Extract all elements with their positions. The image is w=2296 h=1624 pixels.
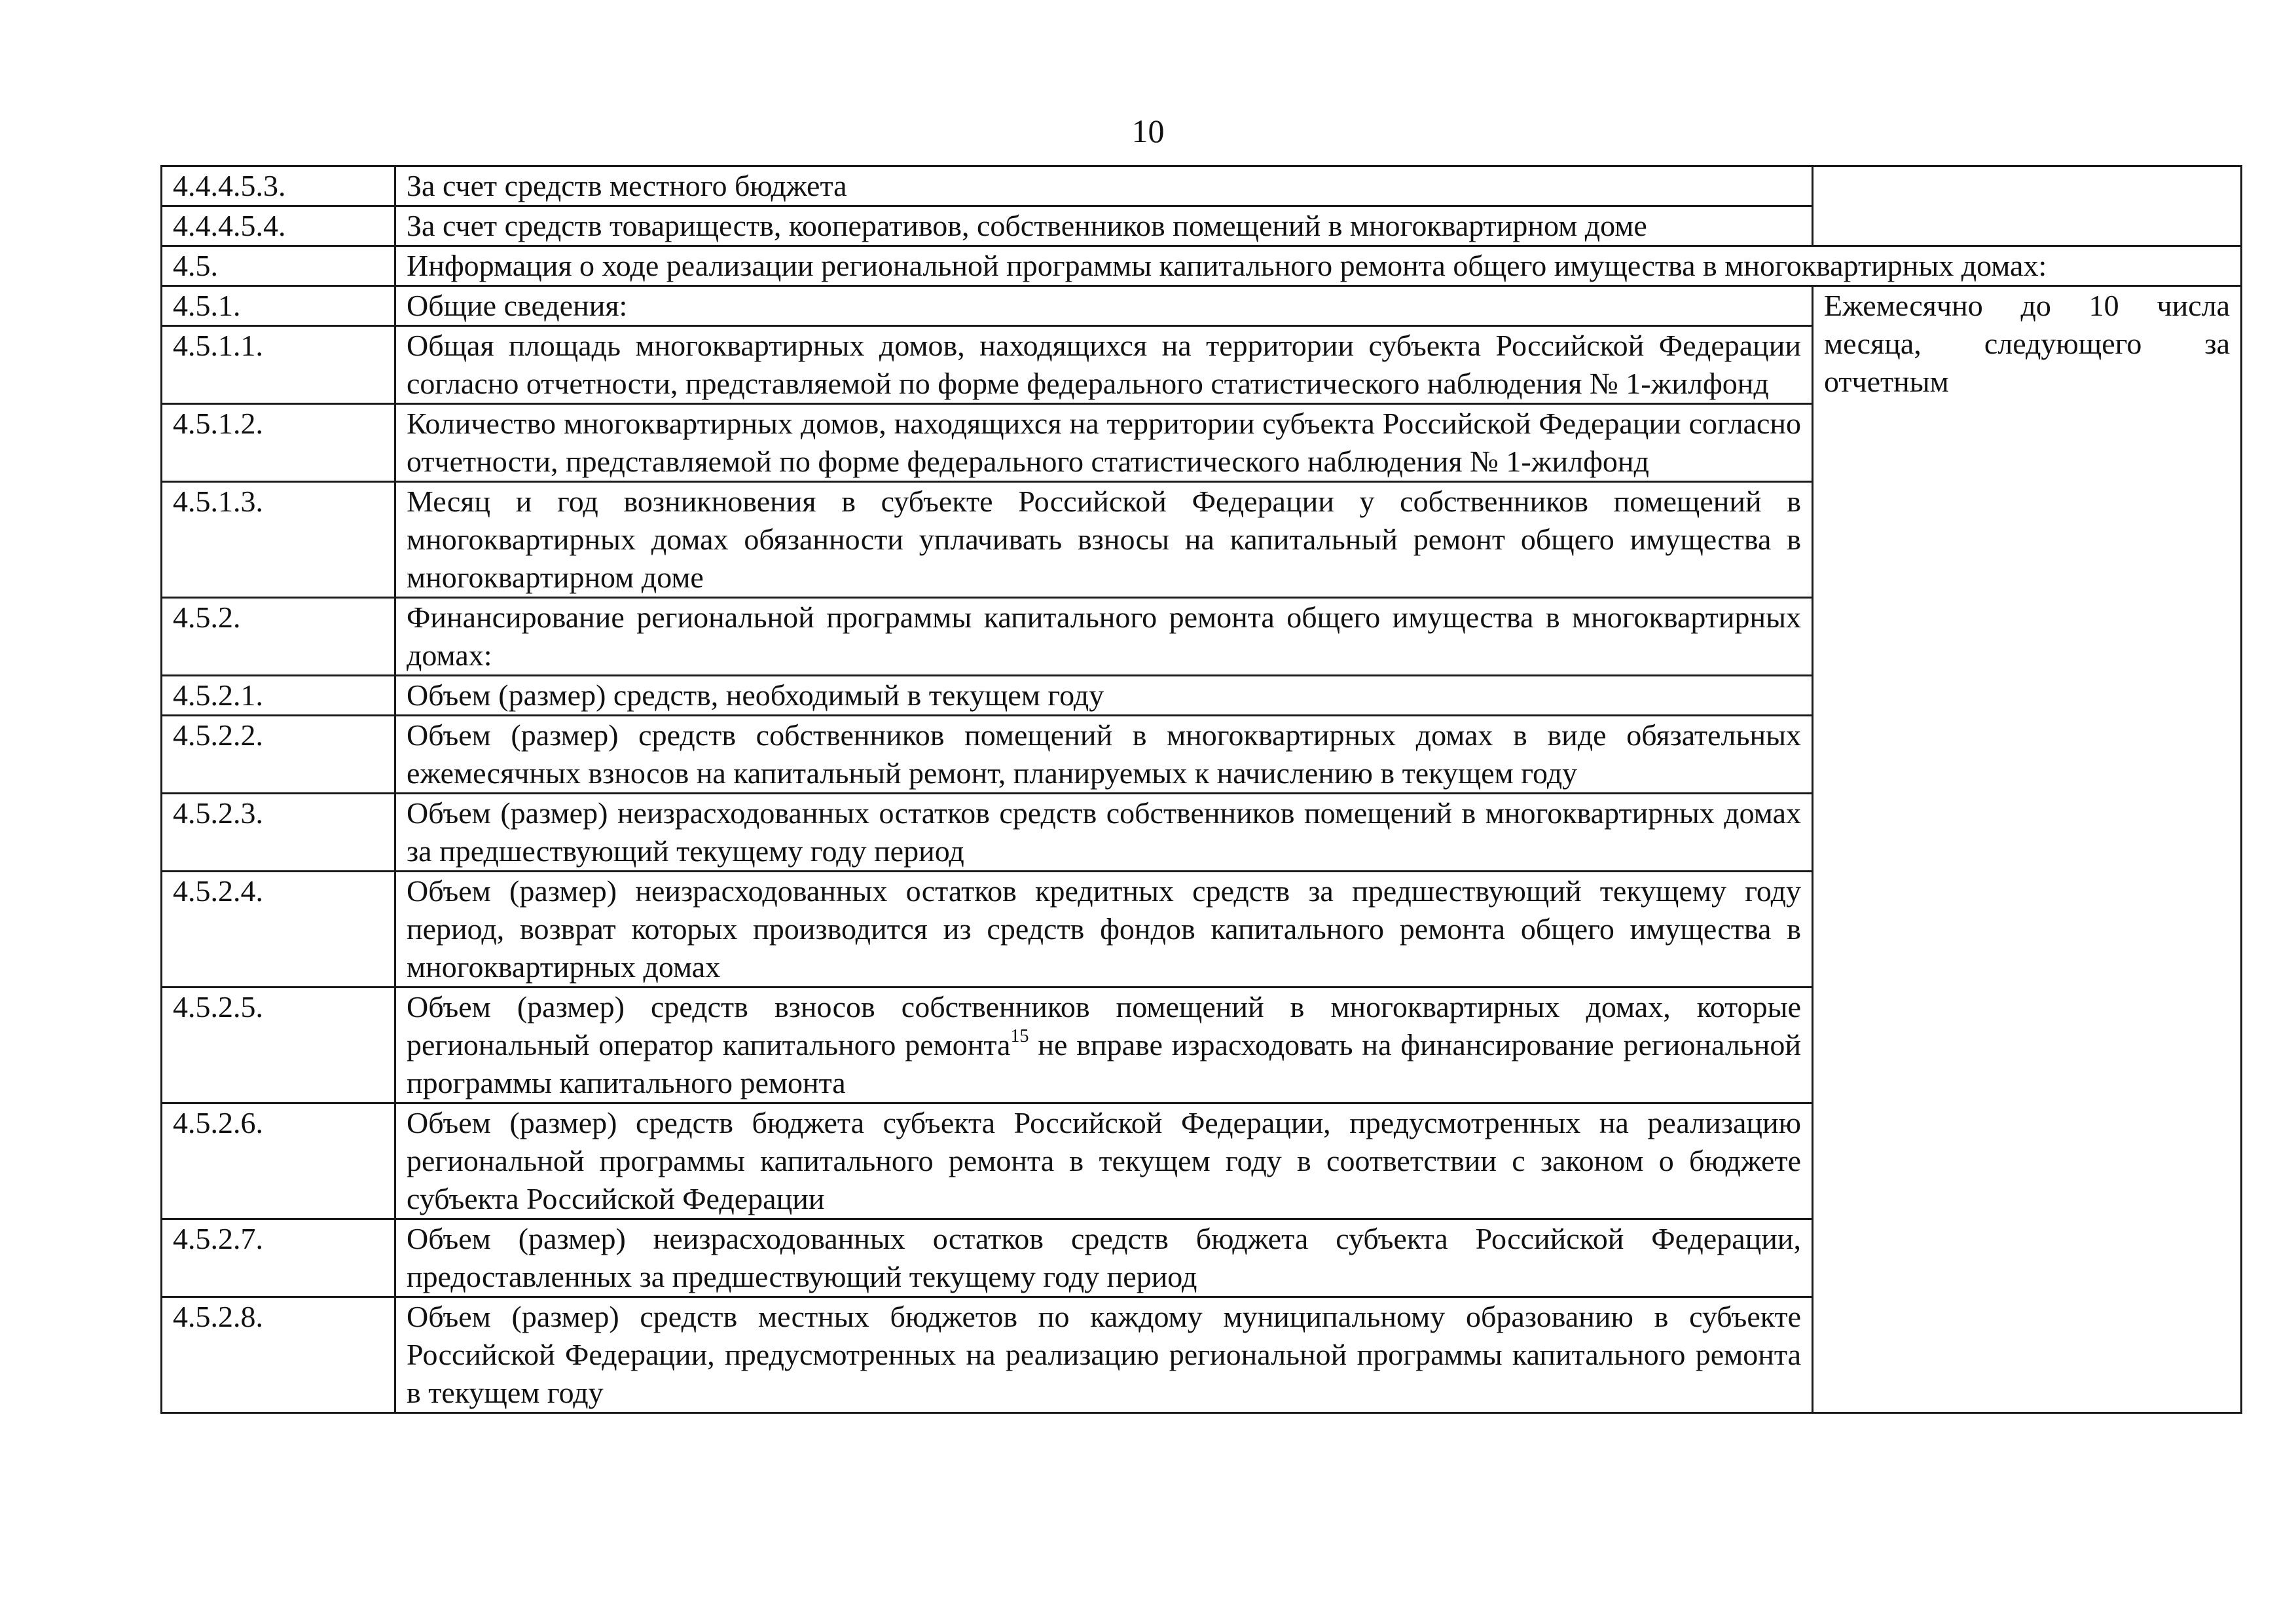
frequency-note: Ежемесячно до 10 числа месяца, следующего за отчетным <box>1813 286 2242 1413</box>
page-number: 10 <box>1131 113 1165 149</box>
row-text-part: не вправе израсходовать на финансирование региональной программы капитального ремонта <box>407 1028 1801 1099</box>
row-text-part: Объем (размер) средств взносов собственников помещений в многоквартирных домах, которые региональный оператор капитального ремонта <box>407 990 1801 1061</box>
row-text: Месяц и год возникновения в субъекте Российской Федерации у собственников помещений в многоквартирных домах обязанности уплачивать взносы на капитальный ремонт общего имущества в многоквартирном доме <box>395 482 1813 598</box>
row-number: 4.5.2.4. <box>162 872 395 987</box>
frequency-cell-empty <box>1813 166 2242 246</box>
row-text <box>395 987 1813 1103</box>
row-number: 4.5.1.2. <box>162 404 395 482</box>
table-row-section-header <box>162 246 2242 286</box>
row-text: Объем (размер) неизрасходованных остатков кредитных средств за предшествующий текущему году период, возврат которых производится из средств фондов капитального ремонта общего имущества в многоквартирных домах <box>395 872 1813 987</box>
table-row <box>162 166 2242 206</box>
row-text: Финансирование региональной программы капитального ремонта общего имущества в многоквартирных домах: <box>395 598 1813 676</box>
row-number: 4.5.2.7. <box>162 1219 395 1297</box>
row-number: 4.5.2.5. <box>162 987 395 1103</box>
row-text: За счет средств местного бюджета <box>395 166 1813 206</box>
footnote-marker: 15 <box>1010 1026 1029 1046</box>
row-number: 4.5.2.1. <box>162 676 395 716</box>
row-text: За счет средств товариществ, кооперативов, собственников помещений в многоквартирном доме <box>395 206 1813 246</box>
row-text: Объем (размер) средств бюджета субъекта Российской Федерации, предусмотренных на реализацию региональной программы капитального ремонта в текущем году в соответствии с законом о бюджете субъекта Российской Федерации <box>395 1103 1813 1219</box>
row-number: 4.4.4.5.3. <box>162 166 395 206</box>
reporting-table <box>160 165 2242 1414</box>
row-text: Объем (размер) средств местных бюджетов по каждому муниципальному образованию в субъекте Российской Федерации, предусмотренных на реализацию региональной программы капитального ремонта в текущем году <box>395 1297 1813 1413</box>
row-number: 4.5.2. <box>162 598 395 676</box>
row-number: 4.5.1. <box>162 286 395 326</box>
row-number: 4.5.2.8. <box>162 1297 395 1413</box>
section-header-text: Информация о ходе реализации региональной программы капитального ремонта общего имущества в многоквартирных домах: <box>395 246 2242 286</box>
row-text: Объем (размер) неизрасходованных остатков средств собственников помещений в многоквартирных домах за предшествующий текущему году период <box>395 794 1813 872</box>
row-number: 4.5.1.1. <box>162 326 395 404</box>
row-number: 4.4.4.5.4. <box>162 206 395 246</box>
row-number: 4.5.2.3. <box>162 794 395 872</box>
row-number: 4.5.2.2. <box>162 716 395 794</box>
row-number: 4.5.1.3. <box>162 482 395 598</box>
row-text: Объем (размер) средств, необходимый в текущем году <box>395 676 1813 716</box>
row-text: Количество многоквартирных домов, находящихся на территории субъекта Российской Федерации согласно отчетности, представляемой по форме федерального статистического наблюдения № 1-жилфонд <box>395 404 1813 482</box>
row-text: Общая площадь многоквартирных домов, находящихся на территории субъекта Российской Федерации согласно отчетности, представляемой по форме федерального статистического наблюдения № 1-жилфонд <box>395 326 1813 404</box>
row-text: Объем (размер) средств собственников помещений в многоквартирных домах в виде обязательных ежемесячных взносов на капитальный ремонт, планируемых к начислению в текущем году <box>395 716 1813 794</box>
row-number: 4.5. <box>162 246 395 286</box>
row-text: Общие сведения: <box>395 286 1813 326</box>
table-row <box>162 286 2242 326</box>
row-text: Объем (размер) неизрасходованных остатков средств бюджета субъекта Российской Федерации, предоставленных за предшествующий текущему году период <box>395 1219 1813 1297</box>
row-number: 4.5.2.6. <box>162 1103 395 1219</box>
